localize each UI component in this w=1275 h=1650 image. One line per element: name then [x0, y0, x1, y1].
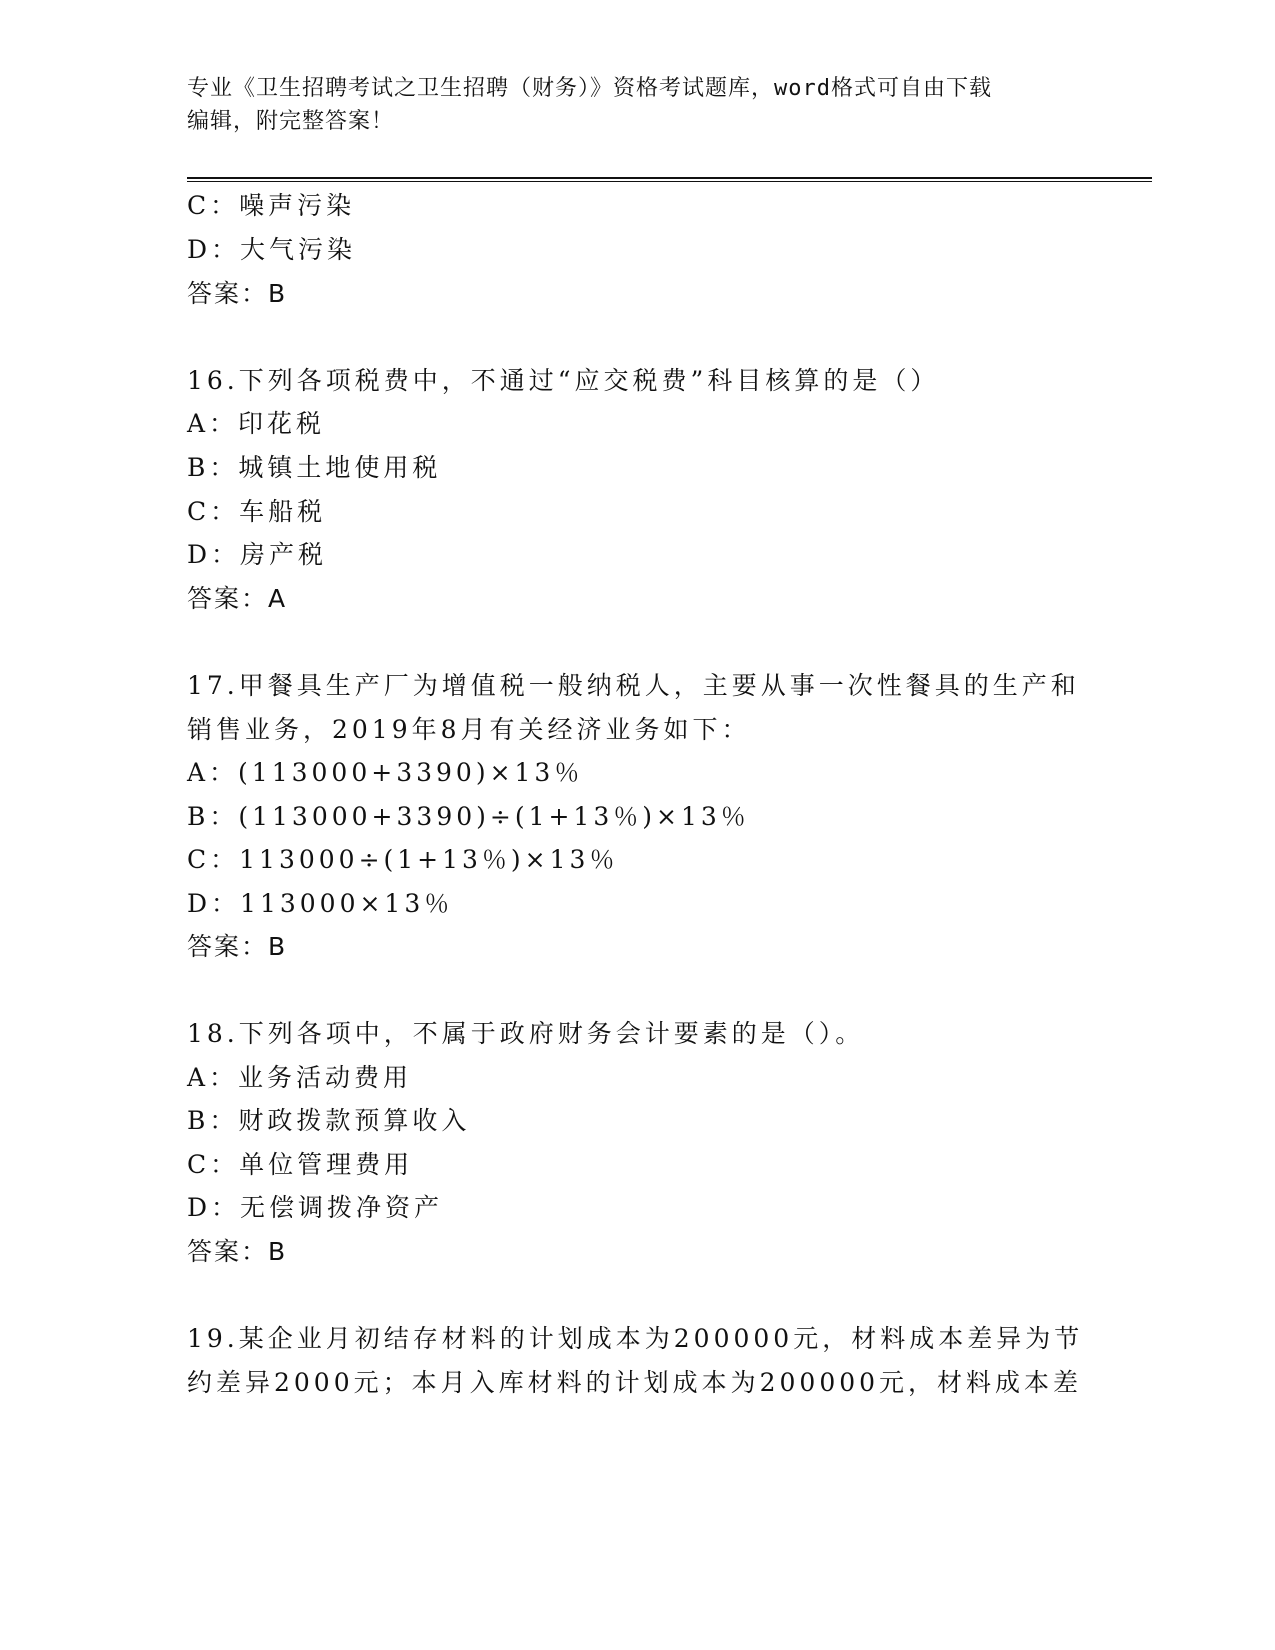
q18-option-a: A：业务活动费用 — [187, 1063, 413, 1092]
q16-stem: 16.下列各项税费中，不通过“应交税费”科目核算的是（） — [187, 366, 940, 395]
q17-stem-line-2: 销售业务，2019年8月有关经济业务如下： — [187, 715, 751, 744]
q16-option-c: C：车船税 — [187, 497, 327, 526]
q17-option-c: C：113000÷(1+13％)×13％ — [187, 845, 619, 874]
q18-option-c: C：单位管理费用 — [187, 1150, 414, 1179]
header-divider-thin — [187, 181, 1152, 182]
q17-option-b: B：(113000+3390)÷(1+13％)×13％ — [187, 802, 750, 831]
q16-option-b: B：城镇土地使用税 — [187, 453, 442, 482]
document-header — [187, 72, 1067, 138]
q16-option-a: A：印花税 — [187, 409, 326, 438]
q16-option-d: D：房产税 — [187, 540, 328, 569]
q17-answer: 答案：B — [187, 932, 288, 961]
q19-stem-line-2: 约差异2000元；本月入库材料的计划成本为200000元，材料成本差 — [187, 1368, 1083, 1397]
q18-option-d: D：无偿调拨净资产 — [187, 1193, 444, 1222]
header-divider-thick — [187, 177, 1152, 179]
q16-answer: 答案：A — [187, 584, 288, 613]
q18-stem: 18.下列各项中，不属于政府财务会计要素的是（）。 — [187, 1019, 865, 1048]
q18-option-b: B：财政拨款预算收入 — [187, 1106, 471, 1135]
q17-option-a: A：(113000+3390)×13％ — [187, 758, 584, 787]
q15-answer: 答案：B — [187, 279, 288, 308]
q17-option-d: D：113000×13％ — [187, 889, 454, 918]
q17-stem-line-1: 17.甲餐具生产厂为增值税一般纳税人，主要从事一次性餐具的生产和 — [187, 671, 1080, 700]
header-line-2: 编辑，附完整答案！ — [187, 109, 395, 134]
q19-stem-line-1: 19.某企业月初结存材料的计划成本为200000元，材料成本差异为节 — [187, 1324, 1084, 1353]
q18-answer: 答案：B — [187, 1237, 288, 1266]
header-line-1: 专业《卫生招聘考试之卫生招聘（财务）》资格考试题库，word格式可自由下载 — [187, 76, 992, 101]
q15-option-c: C：噪声污染 — [187, 191, 356, 220]
q15-option-d: D：大气污染 — [187, 235, 357, 264]
